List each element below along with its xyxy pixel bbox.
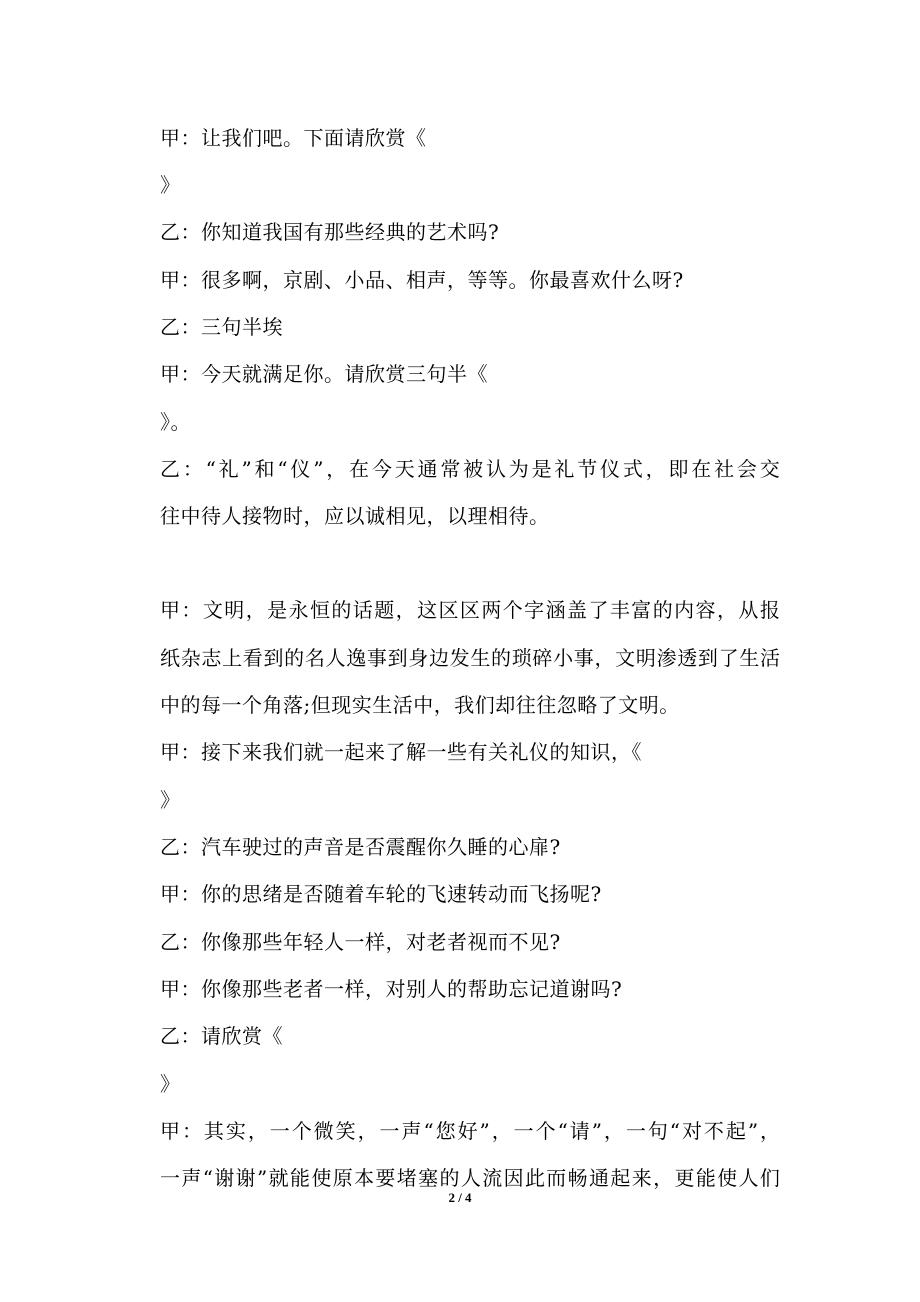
text-glyph: ” bbox=[747, 1119, 759, 1143]
text-glyph: ” bbox=[257, 1166, 268, 1190]
text-glyph: 的 bbox=[652, 598, 673, 622]
text-glyph: 边 bbox=[428, 646, 449, 670]
text-glyph: 两 bbox=[481, 598, 502, 622]
text-glyph: 明 bbox=[224, 598, 245, 622]
text-glyph: 式 bbox=[622, 457, 643, 481]
text-line: 》。 bbox=[160, 410, 191, 434]
text-glyph: 就 bbox=[268, 1166, 289, 1190]
text-glyph: 一 bbox=[513, 1119, 534, 1143]
text-glyph: 在 bbox=[691, 457, 712, 481]
text-line: 乙：你知道我国有那些经典的艺术吗? bbox=[160, 220, 500, 244]
text-line: 甲：你像那些老者一样，对别人的帮助忘记道谢吗? bbox=[160, 977, 623, 1001]
text-glyph: “ bbox=[423, 1119, 434, 1143]
text-glyph: 区 bbox=[459, 598, 480, 622]
text-glyph: ， bbox=[760, 1119, 780, 1143]
text-glyph: 甲 bbox=[160, 598, 180, 622]
text-glyph: ， bbox=[326, 457, 347, 481]
text-glyph: 谢 bbox=[214, 1166, 235, 1190]
text-glyph: ， bbox=[491, 1119, 512, 1143]
text-glyph: 到 bbox=[697, 646, 718, 670]
text-glyph: 流 bbox=[482, 1166, 503, 1190]
text-glyph: 身 bbox=[408, 646, 429, 670]
text-glyph: 通 bbox=[589, 1166, 610, 1190]
text-line: 甲：让我们吧。下面请欣赏《 bbox=[160, 126, 427, 150]
text-glyph: 能 bbox=[695, 1166, 716, 1190]
text-glyph: 纸 bbox=[160, 646, 180, 670]
text-glyph: 声 bbox=[401, 1119, 422, 1143]
text-glyph: 杂 bbox=[180, 646, 201, 670]
text-glyph: 文 bbox=[615, 646, 636, 670]
text-glyph: 生 bbox=[470, 646, 491, 670]
text-glyph: 透 bbox=[677, 646, 698, 670]
text-glyph: 礼 bbox=[218, 457, 239, 481]
text-glyph: 塞 bbox=[418, 1166, 439, 1190]
text-glyph: 事 bbox=[573, 646, 594, 670]
text-glyph: 仪 bbox=[290, 457, 311, 481]
text-glyph: 本 bbox=[354, 1166, 375, 1190]
text-glyph: 们 bbox=[759, 1166, 780, 1190]
text-glyph: 堵 bbox=[396, 1166, 417, 1190]
text-glyph: 碎 bbox=[532, 646, 553, 670]
text-glyph: “ bbox=[669, 1119, 680, 1143]
text-glyph: 社 bbox=[714, 457, 735, 481]
text-glyph: 被 bbox=[463, 457, 484, 481]
text-glyph: 仪 bbox=[600, 457, 620, 481]
text-glyph: 发 bbox=[449, 646, 470, 670]
text-glyph: ， bbox=[247, 1119, 268, 1143]
justified-line bbox=[160, 1166, 780, 1190]
text-glyph: 对 bbox=[681, 1119, 702, 1143]
text-glyph: 要 bbox=[375, 1166, 396, 1190]
text-glyph: 上 bbox=[222, 646, 243, 670]
text-glyph: 使 bbox=[311, 1166, 332, 1190]
text-glyph: 话 bbox=[352, 598, 373, 622]
text-glyph: 文 bbox=[202, 598, 223, 622]
text-glyph: 盖 bbox=[567, 598, 588, 622]
text-glyph: 字 bbox=[524, 598, 545, 622]
text-glyph: 甲 bbox=[160, 1119, 180, 1143]
text-glyph: 微 bbox=[313, 1119, 334, 1143]
text-glyph: 逸 bbox=[346, 646, 367, 670]
text-glyph: 涵 bbox=[545, 598, 566, 622]
text-glyph: 的 bbox=[331, 598, 352, 622]
text-glyph: “ bbox=[202, 1166, 213, 1190]
text-glyph: 渗 bbox=[656, 646, 677, 670]
text-glyph: “ bbox=[205, 457, 216, 481]
text-glyph: 到 bbox=[263, 646, 284, 670]
text-glyph: ， bbox=[645, 457, 666, 481]
text-glyph: 的 bbox=[491, 646, 511, 670]
text-glyph: 人 bbox=[460, 1166, 481, 1190]
text-glyph: ， bbox=[653, 1166, 674, 1190]
text-glyph: 起 bbox=[610, 1166, 631, 1190]
text-glyph: 交 bbox=[759, 457, 780, 481]
text-glyph: 会 bbox=[736, 457, 757, 481]
text-glyph: “ bbox=[277, 457, 288, 481]
text-glyph: ： bbox=[181, 598, 202, 622]
text-glyph: 声 bbox=[181, 1166, 202, 1190]
text-glyph: 丰 bbox=[609, 598, 630, 622]
text-glyph: 是 bbox=[531, 457, 552, 481]
page-number: 2 / 4 bbox=[448, 1190, 472, 1205]
text-glyph: 到 bbox=[387, 646, 408, 670]
text-glyph: 富 bbox=[631, 598, 652, 622]
text-glyph: 谢 bbox=[235, 1166, 256, 1190]
text-glyph: ， bbox=[603, 1119, 624, 1143]
text-glyph: “ bbox=[557, 1119, 568, 1143]
text-glyph: 不 bbox=[703, 1119, 724, 1143]
text-glyph: 永 bbox=[288, 598, 309, 622]
text-line: 甲：很多啊，京剧、小品、相声，等等。你最喜欢什么呀? bbox=[160, 268, 684, 292]
text-glyph: 其 bbox=[203, 1119, 224, 1143]
text-glyph: ， bbox=[357, 1119, 378, 1143]
text-glyph: 事 bbox=[366, 646, 387, 670]
text-glyph: 生 bbox=[739, 646, 760, 670]
text-glyph: 内 bbox=[674, 598, 695, 622]
text-glyph: 一 bbox=[625, 1119, 646, 1143]
text-glyph: 节 bbox=[577, 457, 598, 481]
text-line: 乙：汽车驶过的声音是否震醒你久睡的心扉? bbox=[160, 835, 561, 859]
text-glyph: 一 bbox=[269, 1119, 290, 1143]
text-glyph: 人 bbox=[325, 646, 346, 670]
text-glyph: 容 bbox=[695, 598, 716, 622]
justified-line bbox=[160, 646, 780, 670]
text-glyph: 人 bbox=[738, 1166, 759, 1190]
text-line: 》 bbox=[160, 1072, 181, 1096]
text-glyph: 更 bbox=[674, 1166, 695, 1190]
text-glyph: ， bbox=[395, 598, 416, 622]
text-glyph: 报 bbox=[759, 598, 780, 622]
text-glyph: ， bbox=[245, 598, 266, 622]
text-glyph: 是 bbox=[267, 598, 288, 622]
text-glyph: 认 bbox=[485, 457, 506, 481]
text-glyph: 而 bbox=[546, 1166, 567, 1190]
text-glyph: 为 bbox=[508, 457, 529, 481]
text-glyph: 此 bbox=[524, 1166, 545, 1190]
text-glyph: 一 bbox=[160, 1166, 180, 1190]
text-glyph: ” bbox=[591, 1119, 602, 1143]
text-glyph: 在 bbox=[349, 457, 370, 481]
text-glyph: 个 bbox=[535, 1119, 556, 1143]
text-glyph: 志 bbox=[201, 646, 222, 670]
text-glyph: 看 bbox=[242, 646, 263, 670]
text-glyph: 因 bbox=[503, 1166, 524, 1190]
text-glyph: ， bbox=[594, 646, 615, 670]
text-glyph: 您 bbox=[435, 1119, 456, 1143]
text-line: 中的每一个角落;但现实生活中，我们却往往忽略了文明。 bbox=[160, 693, 680, 717]
text-glyph: 原 bbox=[332, 1166, 353, 1190]
text-glyph: 好 bbox=[457, 1119, 478, 1143]
text-glyph: 区 bbox=[438, 598, 459, 622]
text-glyph: 这 bbox=[417, 598, 438, 622]
text-glyph: 通 bbox=[417, 457, 438, 481]
text-glyph: 起 bbox=[725, 1119, 746, 1143]
text-glyph: 天 bbox=[394, 457, 415, 481]
text-glyph: 乙 bbox=[160, 457, 180, 481]
text-glyph: 一 bbox=[379, 1119, 400, 1143]
text-glyph: 个 bbox=[291, 1119, 312, 1143]
text-glyph: 恒 bbox=[309, 598, 330, 622]
text-glyph: 了 bbox=[588, 598, 609, 622]
text-glyph: 实 bbox=[225, 1119, 246, 1143]
text-line: 》 bbox=[160, 788, 181, 812]
justified-line bbox=[160, 1119, 780, 1143]
text-glyph: 小 bbox=[553, 646, 574, 670]
text-glyph: ” bbox=[241, 457, 252, 481]
text-glyph: 的 bbox=[284, 646, 305, 670]
text-line: 往中待人接物时，应以诚相见，以理相待。 bbox=[160, 504, 550, 528]
text-glyph: 常 bbox=[440, 457, 461, 481]
text-line: 甲：接下来我们就一起来了解一些有关礼仪的知识，《 bbox=[160, 740, 642, 764]
text-glyph: 畅 bbox=[567, 1166, 588, 1190]
justified-line bbox=[160, 598, 780, 622]
text-glyph: 礼 bbox=[554, 457, 575, 481]
text-glyph: 了 bbox=[718, 646, 739, 670]
text-glyph: 题 bbox=[374, 598, 395, 622]
text-glyph: 个 bbox=[502, 598, 523, 622]
text-glyph: 明 bbox=[635, 646, 656, 670]
text-glyph: 笑 bbox=[335, 1119, 356, 1143]
text-glyph: 活 bbox=[759, 646, 780, 670]
text-glyph: 今 bbox=[371, 457, 392, 481]
text-glyph: ： bbox=[181, 1119, 202, 1143]
text-line: 》 bbox=[160, 173, 181, 197]
text-glyph: 名 bbox=[304, 646, 325, 670]
text-glyph: ， bbox=[716, 598, 737, 622]
text-glyph: 即 bbox=[668, 457, 689, 481]
text-glyph: 来 bbox=[631, 1166, 652, 1190]
text-glyph: ” bbox=[479, 1119, 490, 1143]
text-line: 甲：你的思绪是否随着车轮的飞速转动而飞扬呢? bbox=[160, 882, 602, 906]
text-glyph: 和 bbox=[254, 457, 275, 481]
text-glyph: 琐 bbox=[511, 646, 532, 670]
text-glyph: 的 bbox=[439, 1166, 460, 1190]
text-glyph: 句 bbox=[647, 1119, 668, 1143]
text-glyph: 从 bbox=[738, 598, 759, 622]
text-glyph: 能 bbox=[289, 1166, 310, 1190]
text-line: 乙：三句半埃 bbox=[160, 315, 283, 339]
text-line: 乙：你像那些年轻人一样，对老者视而不见? bbox=[160, 930, 561, 954]
text-line: 甲：今天就满足你。请欣赏三句半《 bbox=[160, 362, 488, 386]
text-glyph: ” bbox=[313, 457, 324, 481]
text-glyph: ： bbox=[182, 457, 203, 481]
justified-line bbox=[160, 457, 780, 481]
text-glyph: 使 bbox=[717, 1166, 738, 1190]
text-glyph: 请 bbox=[569, 1119, 590, 1143]
text-line: 乙：请欣赏《 bbox=[160, 1024, 283, 1048]
